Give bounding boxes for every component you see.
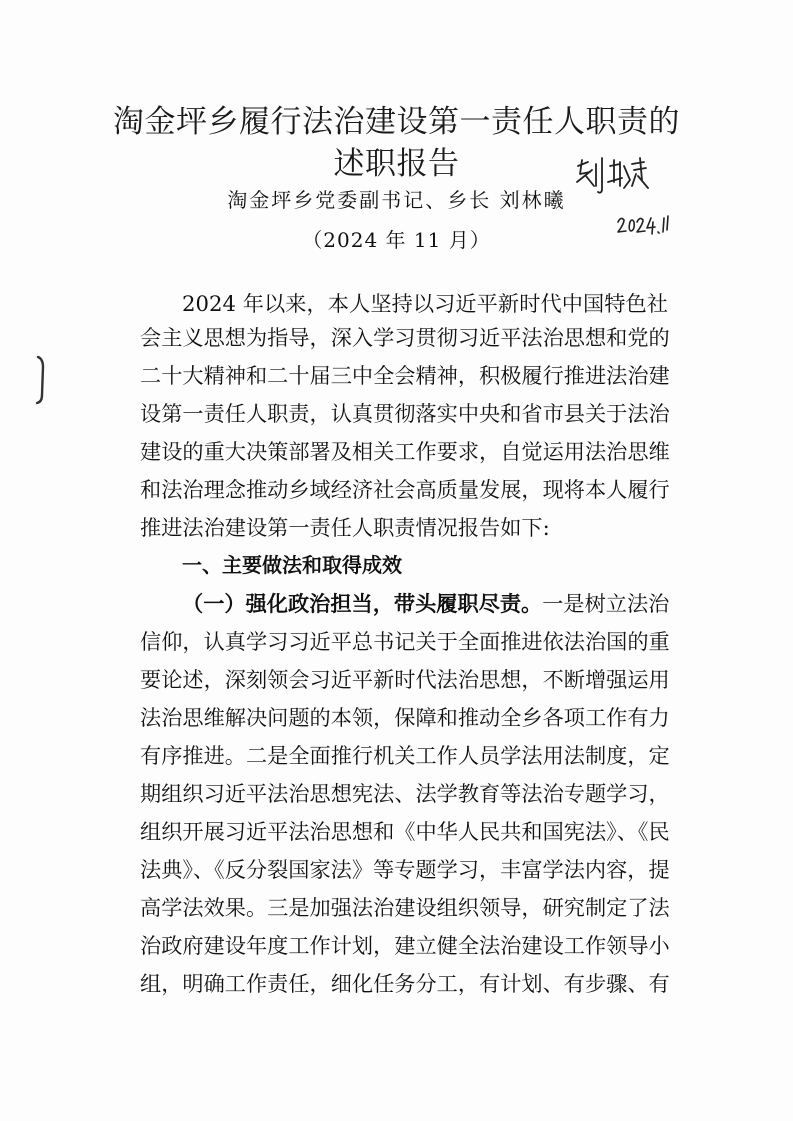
subsection-1-line-6: 期组织习近平法治思想宪法、法学教育等法治专题学习，	[140, 781, 670, 806]
paragraph-1-line-5: 建设的重大决策部署及相关工作要求，自觉运用法治思维	[140, 439, 670, 464]
subsection-1-line-5: 有序推进。二是全面推行机关工作人员学法用法制度，定	[140, 743, 670, 768]
author-line: 淘金坪乡党委副书记、乡长 刘林曦	[227, 188, 566, 212]
subsection-1-line-3: 要论述，深刻领会习近平新时代法治思想，不断增强运用	[140, 667, 670, 692]
handwritten-date	[615, 212, 671, 240]
subsection-1-line-2: 信仰，认真学习习近平总书记关于全面推进依法治国的重	[140, 629, 670, 654]
margin-bracket-mark	[34, 355, 48, 405]
paragraph-1-line-1: 2024 年以来，本人坚持以习近平新时代中国特色社	[182, 291, 668, 316]
paragraph-1-line-2: 会主义思想为指导，深入学习贯彻习近平法治思想和党的	[140, 325, 670, 350]
paragraph-1-line-4: 设第一责任人职责，认真贯彻落实中央和省市县关于法治	[140, 401, 670, 426]
subsection-1-line-11: 组，明确工作责任，细化任务分工，有计划、有步骤、有	[140, 971, 670, 996]
paragraph-1-line-3: 二十大精神和二十届三中全会精神，积极履行推进法治建	[140, 363, 670, 388]
report-title-line-1: 淘金坪乡履行法治建设第一责任人职责的	[113, 104, 680, 140]
report-date: （2024 年 11 月）	[302, 228, 491, 252]
subsection-1-line-8: 法典》、《反分裂国家法》等专题学习，丰富学法内容，提	[140, 857, 670, 882]
subsection-1-line-4: 法治思维解决问题的本领，保障和推动全乡各项工作有力	[140, 705, 670, 730]
subsection-1-line-7: 组织开展习近平法治思想和《中华人民共和国宪法》、《民	[140, 819, 670, 844]
section-1-heading: 一、主要做法和取得成效	[182, 553, 402, 577]
paragraph-1-line-7: 推进法治建设第一责任人职责情况报告如下:	[140, 515, 550, 540]
report-title-line-2: 述职报告	[333, 146, 460, 182]
subsection-1-line-10: 治政府建设年度工作计划，建立健全法治建设工作领导小	[140, 933, 670, 958]
handwritten-signature	[574, 152, 654, 198]
paragraph-1-line-6: 和法治理念推动乡域经济社会高质量发展，现将本人履行	[140, 477, 670, 502]
subsection-1-first-line-rest: 一是树立法治	[542, 591, 670, 616]
subsection-1-first-line	[182, 592, 668, 616]
subsection-1-heading: （一）强化政治担当，带头履职尽责。	[182, 591, 543, 616]
subsection-1-line-9: 高学法效果。三是加强法治建设组织领导，研究制定了法	[140, 895, 670, 920]
